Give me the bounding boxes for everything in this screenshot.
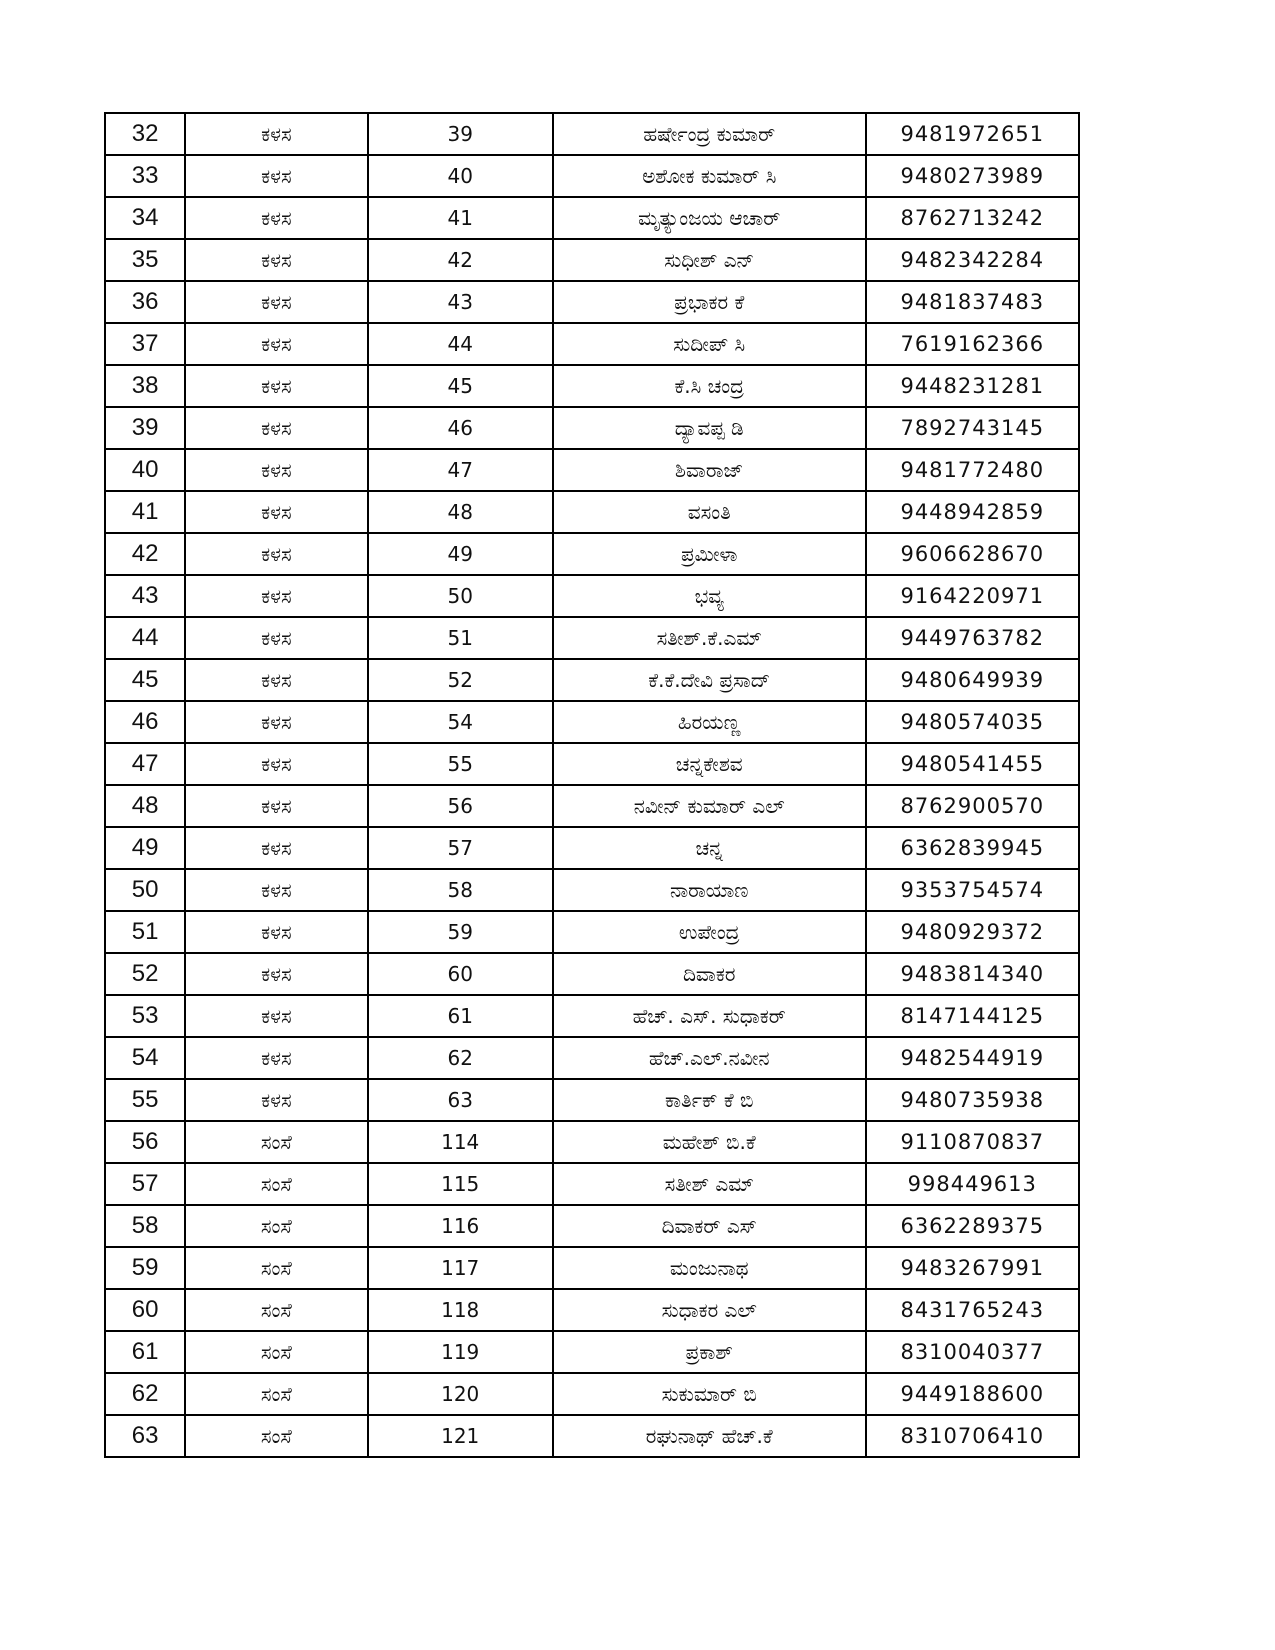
phone-number-cell: 9480541455 xyxy=(866,743,1079,785)
table-row xyxy=(105,1247,1079,1289)
table-row xyxy=(105,113,1079,155)
phone-number-cell: 9449763782 xyxy=(866,617,1079,659)
id-number-cell: 54 xyxy=(368,701,553,743)
place-cell: ಸಂಸೆ xyxy=(185,1163,367,1205)
phone-number-cell: 9480273989 xyxy=(866,155,1079,197)
table-row xyxy=(105,1373,1079,1415)
id-number-cell: 55 xyxy=(368,743,553,785)
phone-number-cell: 6362289375 xyxy=(866,1205,1079,1247)
id-number-cell: 56 xyxy=(368,785,553,827)
roster-table-body xyxy=(105,113,1079,1457)
serial-number-cell: 53 xyxy=(105,995,185,1037)
table-row xyxy=(105,701,1079,743)
person-name-cell: ಮೃತ್ಯುಂಜಯ ಆಚಾರ್ xyxy=(553,197,866,239)
table-row xyxy=(105,575,1079,617)
id-number-cell: 49 xyxy=(368,533,553,575)
place-cell: ಸಂಸೆ xyxy=(185,1331,367,1373)
place-cell: ಕಳಸ xyxy=(185,197,367,239)
place-cell: ಕಳಸ xyxy=(185,323,367,365)
serial-number-cell: 62 xyxy=(105,1373,185,1415)
table-row xyxy=(105,197,1079,239)
id-number-cell: 120 xyxy=(368,1373,553,1415)
person-name-cell: ಚನ್ನ xyxy=(553,827,866,869)
person-name-cell: ಅಶೋಕ ಕುಮಾರ್ ಸಿ xyxy=(553,155,866,197)
phone-number-cell: 8762713242 xyxy=(866,197,1079,239)
serial-number-cell: 54 xyxy=(105,1037,185,1079)
roster-table xyxy=(104,112,1080,1458)
table-row xyxy=(105,911,1079,953)
serial-number-cell: 51 xyxy=(105,911,185,953)
person-name-cell: ಉಪೇಂದ್ರ xyxy=(553,911,866,953)
serial-number-cell: 39 xyxy=(105,407,185,449)
id-number-cell: 58 xyxy=(368,869,553,911)
phone-number-cell: 9164220971 xyxy=(866,575,1079,617)
place-cell: ಸಂಸೆ xyxy=(185,1205,367,1247)
id-number-cell: 46 xyxy=(368,407,553,449)
id-number-cell: 48 xyxy=(368,491,553,533)
person-name-cell: ಕೆ.ಕೆ.ದೇವಿ ಪ್ರಸಾದ್ xyxy=(553,659,866,701)
person-name-cell: ಸತೀಶ್.ಕೆ.ಎಮ್ xyxy=(553,617,866,659)
person-name-cell: ಸುಧೀಶ್ ಎನ್ xyxy=(553,239,866,281)
place-cell: ಕಳಸ xyxy=(185,239,367,281)
serial-number-cell: 60 xyxy=(105,1289,185,1331)
place-cell: ಕಳಸ xyxy=(185,365,367,407)
id-number-cell: 44 xyxy=(368,323,553,365)
place-cell: ಕಳಸ xyxy=(185,491,367,533)
person-name-cell: ದಿವಾಕರ್ ಎಸ್ xyxy=(553,1205,866,1247)
table-row xyxy=(105,239,1079,281)
serial-number-cell: 52 xyxy=(105,953,185,995)
table-row xyxy=(105,1415,1079,1457)
phone-number-cell: 8147144125 xyxy=(866,995,1079,1037)
person-name-cell: ಸುಧಾಕರ ಎಲ್ xyxy=(553,1289,866,1331)
phone-number-cell: 7892743145 xyxy=(866,407,1079,449)
place-cell: ಕಳಸ xyxy=(185,911,367,953)
phone-number-cell: 998449613 xyxy=(866,1163,1079,1205)
serial-number-cell: 37 xyxy=(105,323,185,365)
place-cell: ಕಳಸ xyxy=(185,1079,367,1121)
person-name-cell: ಕಾರ್ತಿಕ್ ಕೆ ಬಿ xyxy=(553,1079,866,1121)
person-name-cell: ಚನ್ನಕೇಶವ xyxy=(553,743,866,785)
person-name-cell: ಹೆಚ್.ಎಲ್.ನವೀನ xyxy=(553,1037,866,1079)
serial-number-cell: 35 xyxy=(105,239,185,281)
person-name-cell: ದಿವಾಕರ xyxy=(553,953,866,995)
person-name-cell: ಪ್ರಮೀಳಾ xyxy=(553,533,866,575)
id-number-cell: 61 xyxy=(368,995,553,1037)
table-row xyxy=(105,953,1079,995)
id-number-cell: 59 xyxy=(368,911,553,953)
person-name-cell: ಭವ್ಯ xyxy=(553,575,866,617)
serial-number-cell: 57 xyxy=(105,1163,185,1205)
person-name-cell: ಸತೀಶ್ ಎಮ್ xyxy=(553,1163,866,1205)
phone-number-cell: 9481972651 xyxy=(866,113,1079,155)
place-cell: ಕಳಸ xyxy=(185,743,367,785)
table-row xyxy=(105,1037,1079,1079)
place-cell: ಕಳಸ xyxy=(185,827,367,869)
phone-number-cell: 9448231281 xyxy=(866,365,1079,407)
serial-number-cell: 33 xyxy=(105,155,185,197)
table-row xyxy=(105,869,1079,911)
serial-number-cell: 41 xyxy=(105,491,185,533)
serial-number-cell: 43 xyxy=(105,575,185,617)
table-row xyxy=(105,1205,1079,1247)
id-number-cell: 42 xyxy=(368,239,553,281)
table-row xyxy=(105,365,1079,407)
person-name-cell: ಶಿವಾರಾಜ್ xyxy=(553,449,866,491)
table-row xyxy=(105,1163,1079,1205)
id-number-cell: 41 xyxy=(368,197,553,239)
serial-number-cell: 50 xyxy=(105,869,185,911)
id-number-cell: 115 xyxy=(368,1163,553,1205)
serial-number-cell: 58 xyxy=(105,1205,185,1247)
person-name-cell: ನಾರಾಯಾಣ xyxy=(553,869,866,911)
serial-number-cell: 55 xyxy=(105,1079,185,1121)
serial-number-cell: 44 xyxy=(105,617,185,659)
serial-number-cell: 32 xyxy=(105,113,185,155)
phone-number-cell: 9353754574 xyxy=(866,869,1079,911)
phone-number-cell: 9483814340 xyxy=(866,953,1079,995)
place-cell: ಕಳಸ xyxy=(185,575,367,617)
phone-number-cell: 8431765243 xyxy=(866,1289,1079,1331)
table-row xyxy=(105,659,1079,701)
person-name-cell: ಮಂಜುನಾಥ xyxy=(553,1247,866,1289)
serial-number-cell: 34 xyxy=(105,197,185,239)
serial-number-cell: 36 xyxy=(105,281,185,323)
phone-number-cell: 8762900570 xyxy=(866,785,1079,827)
serial-number-cell: 59 xyxy=(105,1247,185,1289)
serial-number-cell: 49 xyxy=(105,827,185,869)
table-row xyxy=(105,743,1079,785)
place-cell: ಸಂಸೆ xyxy=(185,1415,367,1457)
place-cell: ಕಳಸ xyxy=(185,995,367,1037)
place-cell: ಕಳಸ xyxy=(185,113,367,155)
serial-number-cell: 63 xyxy=(105,1415,185,1457)
table-row xyxy=(105,323,1079,365)
person-name-cell: ಪ್ರಭಾಕರ ಕೆ xyxy=(553,281,866,323)
table-row xyxy=(105,407,1079,449)
place-cell: ಕಳಸ xyxy=(185,533,367,575)
place-cell: ಸಂಸೆ xyxy=(185,1247,367,1289)
table-row xyxy=(105,281,1079,323)
phone-number-cell: 9480929372 xyxy=(866,911,1079,953)
id-number-cell: 45 xyxy=(368,365,553,407)
serial-number-cell: 40 xyxy=(105,449,185,491)
phone-number-cell: 9449188600 xyxy=(866,1373,1079,1415)
table-row xyxy=(105,449,1079,491)
place-cell: ಕಳಸ xyxy=(185,869,367,911)
place-cell: ಕಳಸ xyxy=(185,155,367,197)
person-name-cell: ಪ್ರಕಾಶ್ xyxy=(553,1331,866,1373)
table-row xyxy=(105,1121,1079,1163)
person-name-cell: ಹೆಚ್. ಎಸ್. ಸುಧಾಕರ್ xyxy=(553,995,866,1037)
id-number-cell: 62 xyxy=(368,1037,553,1079)
id-number-cell: 52 xyxy=(368,659,553,701)
id-number-cell: 63 xyxy=(368,1079,553,1121)
table-row xyxy=(105,491,1079,533)
id-number-cell: 40 xyxy=(368,155,553,197)
phone-number-cell: 9483267991 xyxy=(866,1247,1079,1289)
person-name-cell: ಮಹೇಶ್ ಬಿ.ಕೆ xyxy=(553,1121,866,1163)
table-row xyxy=(105,995,1079,1037)
place-cell: ಕಳಸ xyxy=(185,953,367,995)
serial-number-cell: 61 xyxy=(105,1331,185,1373)
phone-number-cell: 9480649939 xyxy=(866,659,1079,701)
id-number-cell: 43 xyxy=(368,281,553,323)
place-cell: ಕಳಸ xyxy=(185,1037,367,1079)
id-number-cell: 117 xyxy=(368,1247,553,1289)
serial-number-cell: 48 xyxy=(105,785,185,827)
table-row xyxy=(105,533,1079,575)
id-number-cell: 116 xyxy=(368,1205,553,1247)
phone-number-cell: 7619162366 xyxy=(866,323,1079,365)
person-name-cell: ಹರ್ಷೇಂದ್ರ ಕುಮಾರ್ xyxy=(553,113,866,155)
phone-number-cell: 9480574035 xyxy=(866,701,1079,743)
phone-number-cell: 9110870837 xyxy=(866,1121,1079,1163)
person-name-cell: ವಸಂತಿ xyxy=(553,491,866,533)
person-name-cell: ಸುಕುಮಾರ್ ಬಿ xyxy=(553,1373,866,1415)
table-row xyxy=(105,617,1079,659)
id-number-cell: 114 xyxy=(368,1121,553,1163)
table-row xyxy=(105,827,1079,869)
phone-number-cell: 9480735938 xyxy=(866,1079,1079,1121)
table-row xyxy=(105,155,1079,197)
id-number-cell: 121 xyxy=(368,1415,553,1457)
serial-number-cell: 38 xyxy=(105,365,185,407)
id-number-cell: 47 xyxy=(368,449,553,491)
phone-number-cell: 9606628670 xyxy=(866,533,1079,575)
place-cell: ಕಳಸ xyxy=(185,701,367,743)
id-number-cell: 39 xyxy=(368,113,553,155)
phone-number-cell: 8310040377 xyxy=(866,1331,1079,1373)
phone-number-cell: 9448942859 xyxy=(866,491,1079,533)
serial-number-cell: 47 xyxy=(105,743,185,785)
table-row xyxy=(105,1079,1079,1121)
person-name-cell: ಹಿರಯಣ್ಣ xyxy=(553,701,866,743)
place-cell: ಕಳಸ xyxy=(185,617,367,659)
place-cell: ಸಂಸೆ xyxy=(185,1289,367,1331)
id-number-cell: 119 xyxy=(368,1331,553,1373)
phone-number-cell: 9482342284 xyxy=(866,239,1079,281)
id-number-cell: 57 xyxy=(368,827,553,869)
table-row xyxy=(105,1331,1079,1373)
serial-number-cell: 46 xyxy=(105,701,185,743)
place-cell: ಸಂಸೆ xyxy=(185,1373,367,1415)
person-name-cell: ಕೆ.ಸಿ ಚಂದ್ರ xyxy=(553,365,866,407)
id-number-cell: 51 xyxy=(368,617,553,659)
person-name-cell: ನವೀನ್ ಕುಮಾರ್ ಎಲ್ xyxy=(553,785,866,827)
place-cell: ಸಂಸೆ xyxy=(185,1121,367,1163)
table-row xyxy=(105,785,1079,827)
phone-number-cell: 9481837483 xyxy=(866,281,1079,323)
place-cell: ಕಳಸ xyxy=(185,785,367,827)
place-cell: ಕಳಸ xyxy=(185,659,367,701)
id-number-cell: 50 xyxy=(368,575,553,617)
place-cell: ಕಳಸ xyxy=(185,449,367,491)
serial-number-cell: 42 xyxy=(105,533,185,575)
place-cell: ಕಳಸ xyxy=(185,407,367,449)
id-number-cell: 118 xyxy=(368,1289,553,1331)
person-name-cell: ರಘುನಾಥ್ ಹೆಚ್.ಕೆ xyxy=(553,1415,866,1457)
serial-number-cell: 45 xyxy=(105,659,185,701)
phone-number-cell: 9481772480 xyxy=(866,449,1079,491)
id-number-cell: 60 xyxy=(368,953,553,995)
place-cell: ಕಳಸ xyxy=(185,281,367,323)
table-row xyxy=(105,1289,1079,1331)
phone-number-cell: 8310706410 xyxy=(866,1415,1079,1457)
phone-number-cell: 6362839945 xyxy=(866,827,1079,869)
person-name-cell: ಸುದೀಪ್ ಸಿ xyxy=(553,323,866,365)
phone-number-cell: 9482544919 xyxy=(866,1037,1079,1079)
serial-number-cell: 56 xyxy=(105,1121,185,1163)
person-name-cell: ದ್ಯಾವಪ್ಪ ಡಿ xyxy=(553,407,866,449)
